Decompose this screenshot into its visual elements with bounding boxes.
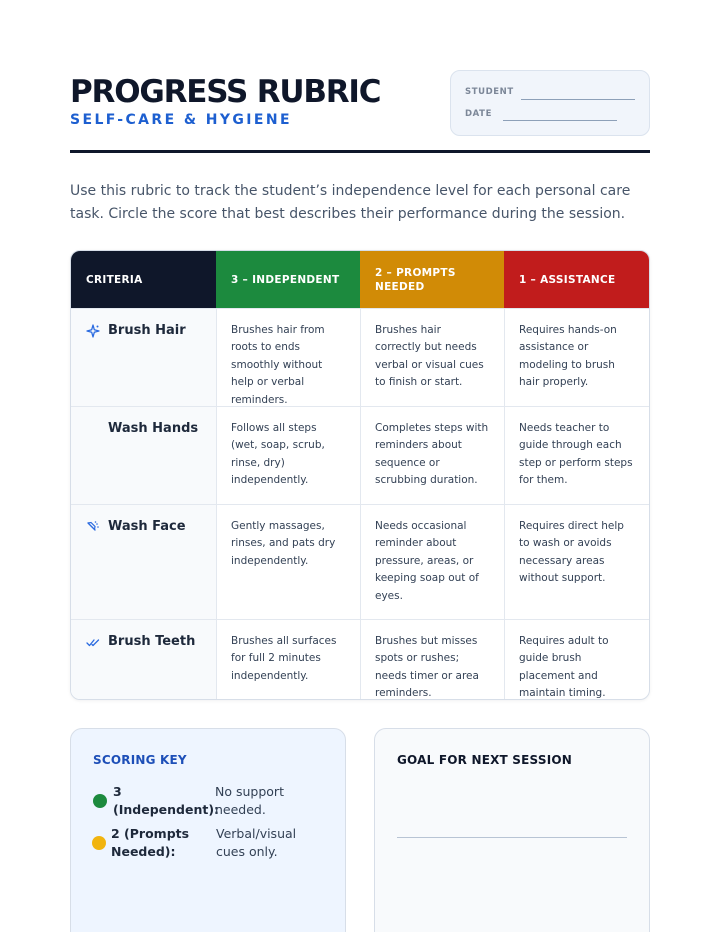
date-field[interactable] [503, 120, 617, 121]
prompts-cell: Brushes hair correctly but needs verbal or visual cues to finish or start. [360, 309, 504, 406]
assistance-cell: Requires hands-on assistance or modeling to brush hair properly. [504, 309, 649, 406]
student-label: STUDENT [465, 87, 514, 97]
goal-title: GOAL FOR NEXT SESSION [397, 753, 573, 767]
key-item-independent [93, 783, 333, 823]
header [70, 70, 650, 160]
criterion-cell [71, 505, 216, 619]
key-label: 3 (Independent): [113, 784, 220, 817]
double-check-icon [86, 635, 100, 649]
yellow-dot-icon [92, 836, 106, 850]
independent-header: 3 – INDEPENDENT [216, 251, 360, 308]
page-title: PROGRESS RUBRIC [70, 74, 381, 110]
student-row [465, 85, 514, 99]
assistance-cell: Requires adult to guide brush placement and maintain timing. [504, 620, 649, 700]
criterion-label: Brush Teeth [108, 634, 196, 649]
rubric-row-brush-hair [71, 308, 649, 406]
date-row [465, 107, 492, 121]
blank-icon [86, 422, 100, 436]
sparkle-icon [86, 324, 100, 338]
prompts-cell: Needs occasional reminder about pressure, areas, or keeping soap out of eyes. [360, 505, 504, 619]
criterion-cell [71, 620, 216, 700]
rubric-header-row [71, 251, 649, 308]
rubric-row-wash-hands [71, 406, 649, 504]
criterion-label: Wash Hands [108, 421, 199, 436]
prompts-header [360, 251, 504, 308]
key-item-prompts [93, 825, 333, 865]
page-subtitle: SELF-CARE & HYGIENE [70, 112, 292, 128]
scoring-key-title: SCORING KEY [93, 753, 187, 767]
independent-cell: Brushes hair from roots to ends smoothly without help or verbal reminders. [216, 309, 360, 406]
criterion-label: Wash Face [108, 519, 186, 534]
rubric-row-wash-face [71, 504, 649, 619]
assistance-cell: Needs teacher to guide through each step or perform steps for them. [504, 407, 649, 504]
goal-card [374, 728, 650, 932]
header-divider [70, 150, 650, 153]
independent-cell: Brushes all surfaces for full 2 minutes independently. [216, 620, 360, 700]
prompts-cell: Completes steps with reminders about sequence or scrubbing duration. [360, 407, 504, 504]
prompts-header-label: 2 – PROMPTS NEEDED [375, 266, 456, 293]
criterion-cell [71, 309, 216, 406]
criterion-cell [71, 407, 216, 504]
assistance-header: 1 – ASSISTANCE [504, 251, 649, 308]
rubric-table [70, 250, 650, 700]
spray-icon [86, 520, 100, 534]
criterion-label: Brush Hair [108, 323, 186, 338]
independent-cell: Gently massages, rinses, and pats dry independently. [216, 505, 360, 619]
student-info-card [450, 70, 650, 136]
date-label: DATE [465, 109, 492, 119]
prompts-cell: Brushes but misses spots or rushes; needs timer or area reminders. [360, 620, 504, 700]
independent-cell: Follows all steps (wet, soap, scrub, rinse, dry) independently. [216, 407, 360, 504]
intro-text: Use this rubric to track the student’s independence level for each personal care task. Circle the score that best describes their performance during the session. [70, 183, 631, 222]
rubric-row-brush-teeth [71, 619, 649, 700]
key-desc: No support needed. [215, 784, 284, 817]
student-field[interactable] [521, 99, 635, 100]
key-label: 2 (Prompts Needed): [111, 826, 190, 859]
green-dot-icon [93, 794, 107, 808]
key-desc: Verbal/visual cues only. [216, 826, 297, 859]
criteria-header: CRITERIA [71, 251, 216, 308]
goal-write-line[interactable] [397, 837, 627, 838]
assistance-cell: Requires direct help to wash or avoids necessary areas without support. [504, 505, 649, 619]
scoring-key-card [70, 728, 346, 932]
